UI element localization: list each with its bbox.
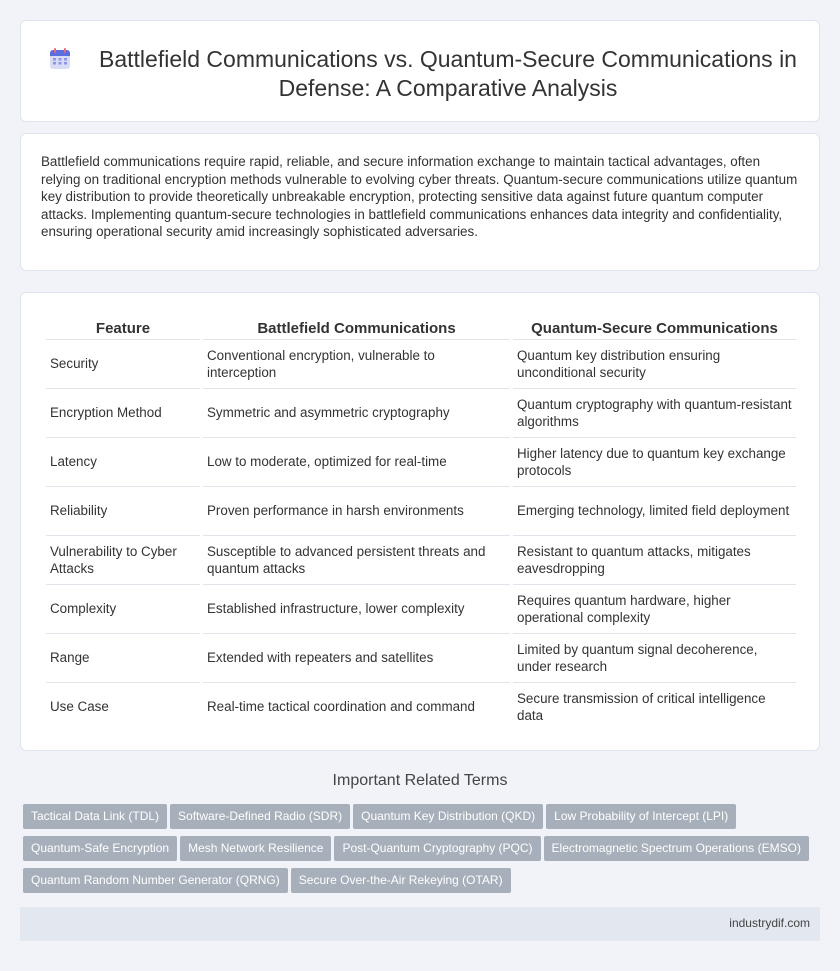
related-term-tag[interactable]: Software-Defined Radio (SDR) — [170, 804, 350, 829]
related-term-tag[interactable]: Quantum Key Distribution (QKD) — [353, 804, 543, 829]
cell-feature: Security — [46, 339, 200, 388]
intro-paragraph: Battlefield communications require rapid, reliable, and secure information exchange to maintain tactical advantages, often relying on traditional encryption methods vulnerable to evolving cyber threats. Quantum-secure communications utilize quantum key distribution to provide theoretically unbreakable encryption, protecting sensitive data against future quantum computer attacks. Implementing quantum-secure technologies in battlefield communications enhances data integrity and confidentiality, ensuring operational security amid increasingly sophisticated adversaries. — [41, 154, 798, 240]
table-row — [46, 339, 796, 388]
related-term-tag[interactable]: Secure Over-the-Air Rekeying (OTAR) — [291, 868, 511, 893]
cell-feature: Complexity — [46, 584, 200, 633]
table-row — [46, 437, 796, 486]
header-quantum: Quantum-Secure Communications — [531, 320, 778, 337]
comparison-table — [43, 315, 799, 731]
table-row — [46, 633, 796, 682]
footer-site: industrydif.com — [729, 916, 810, 930]
header-battlefield: Battlefield Communications — [257, 320, 456, 337]
table-row — [46, 486, 796, 535]
intro-card — [20, 133, 820, 271]
table-row — [46, 584, 796, 633]
cell-quantum: Higher latency due to quantum key exchange protocols — [513, 437, 796, 486]
table-row — [46, 682, 796, 731]
cell-quantum: Requires quantum hardware, higher operational complexity — [513, 584, 796, 633]
cell-battlefield: Conventional encryption, vulnerable to interception — [203, 339, 510, 388]
title-card — [20, 20, 820, 122]
cell-battlefield: Proven performance in harsh environments — [203, 486, 510, 535]
table-row — [46, 535, 796, 584]
related-term-tag[interactable]: Quantum-Safe Encryption — [23, 836, 177, 861]
footer — [20, 907, 820, 941]
cell-feature: Vulnerability to Cyber Attacks — [46, 535, 200, 584]
cell-battlefield: Established infrastructure, lower complexity — [203, 584, 510, 633]
related-term-tag[interactable]: Tactical Data Link (TDL) — [23, 804, 167, 829]
cell-battlefield: Low to moderate, optimized for real-time — [203, 437, 510, 486]
table-row — [46, 388, 796, 437]
cell-battlefield: Extended with repeaters and satellites — [203, 633, 510, 682]
cell-feature: Encryption Method — [46, 388, 200, 437]
cell-feature: Reliability — [46, 486, 200, 535]
calendar-grid-icon — [49, 48, 71, 70]
comparison-card — [20, 292, 820, 751]
related-term-tag[interactable]: Quantum Random Number Generator (QRNG) — [23, 868, 288, 893]
cell-battlefield: Symmetric and asymmetric cryptography — [203, 388, 510, 437]
cell-battlefield: Real-time tactical coordination and command — [203, 682, 510, 731]
cell-quantum: Limited by quantum signal decoherence, under research — [513, 633, 796, 682]
related-term-tag[interactable]: Electromagnetic Spectrum Operations (EMSO) — [544, 836, 809, 861]
cell-quantum: Resistant to quantum attacks, mitigates eavesdropping — [513, 535, 796, 584]
cell-quantum: Secure transmission of critical intelligence data — [513, 682, 796, 731]
related-term-tag[interactable]: Mesh Network Resilience — [180, 836, 331, 861]
cell-quantum: Quantum key distribution ensuring unconditional security — [513, 339, 796, 388]
cell-battlefield: Susceptible to advanced persistent threats and quantum attacks — [203, 535, 510, 584]
cell-feature: Latency — [46, 437, 200, 486]
cell-feature: Use Case — [46, 682, 200, 731]
cell-quantum: Quantum cryptography with quantum-resistant algorithms — [513, 388, 796, 437]
related-term-tag[interactable]: Post-Quantum Cryptography (PQC) — [334, 836, 540, 861]
table-header-row — [46, 315, 796, 339]
cell-feature: Range — [46, 633, 200, 682]
related-term-tag[interactable]: Low Probability of Intercept (LPI) — [546, 804, 736, 829]
header-feature: Feature — [95, 320, 151, 337]
related-terms-title: Important Related Terms — [332, 772, 508, 789]
cell-quantum: Emerging technology, limited field deployment — [513, 486, 796, 535]
related-terms-list — [23, 804, 823, 900]
page-title: Battlefield Communications vs. Quantum-Secure Communications in Defense: A Comparative Analysis — [99, 46, 797, 101]
